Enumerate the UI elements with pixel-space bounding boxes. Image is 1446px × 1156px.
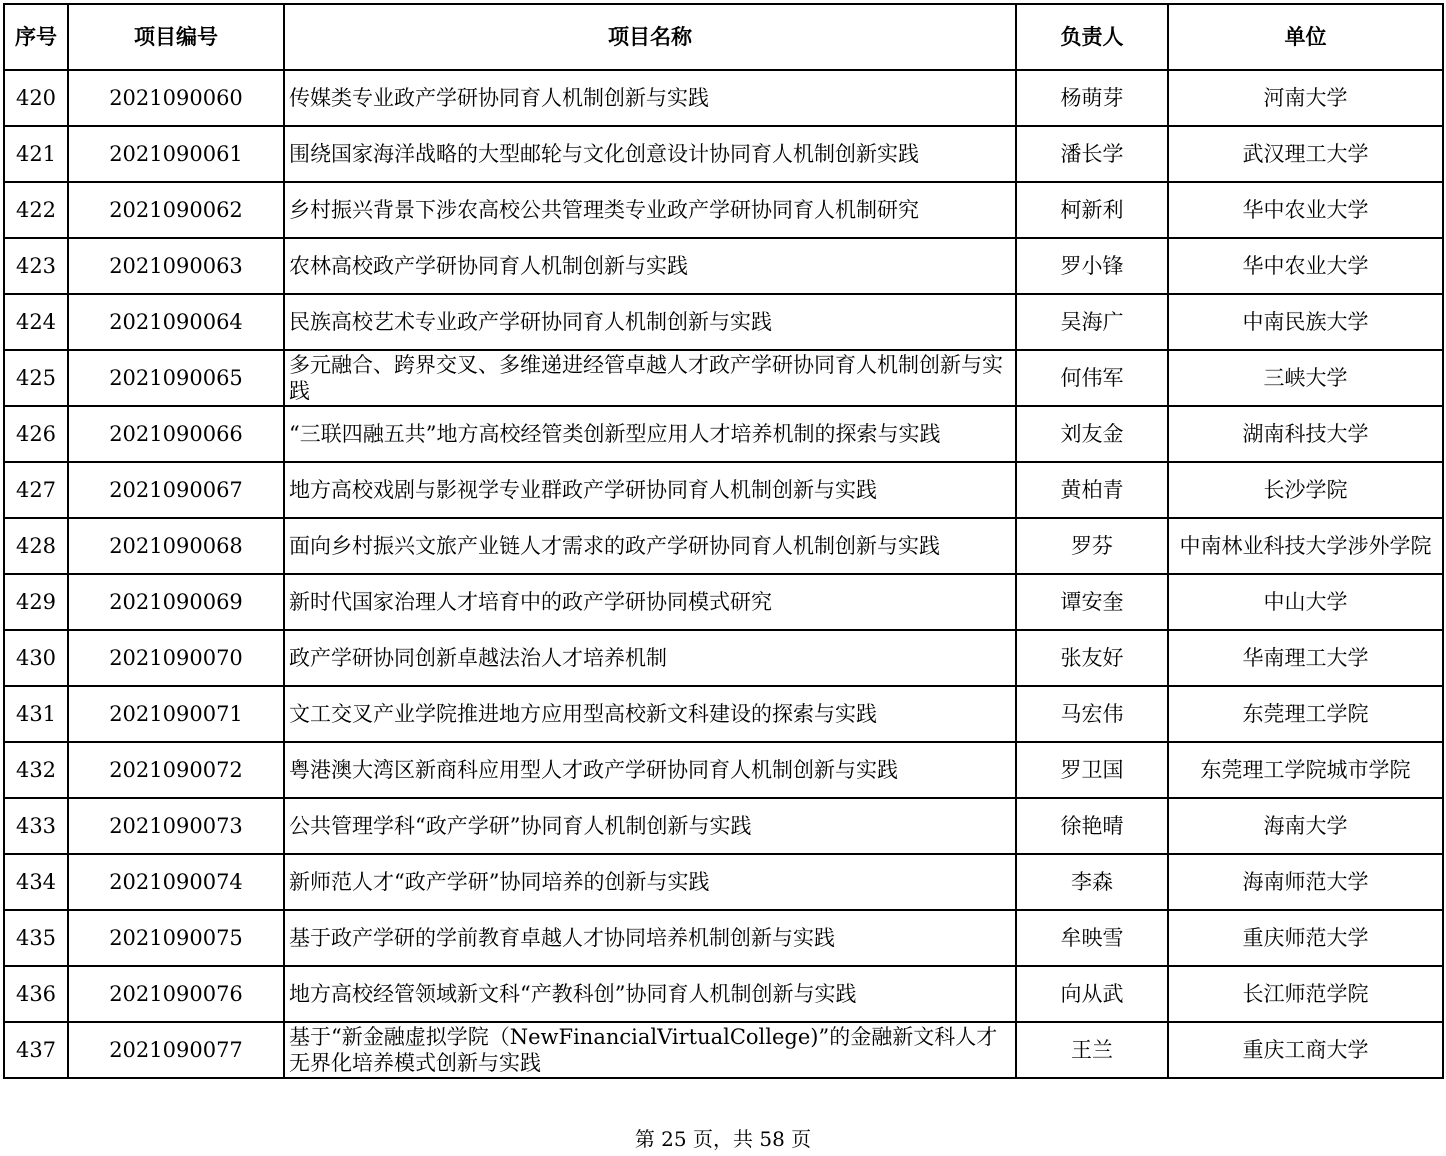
row-institution: 华中农业大学: [1168, 182, 1443, 238]
row-project-name: 公共管理学科“政产学研”协同育人机制创新与实践: [284, 798, 1016, 854]
row-leader: 张友好: [1016, 630, 1168, 686]
row-leader: 杨萌芽: [1016, 70, 1168, 126]
table-row: [4, 238, 1443, 294]
row-project-name: 多元融合、跨界交叉、多维递进经管卓越人才政产学研协同育人机制创新与实践: [284, 350, 1016, 406]
row-leader: 谭安奎: [1016, 574, 1168, 630]
row-institution: 重庆师范大学: [1168, 910, 1443, 966]
header-seq: 序号: [4, 4, 68, 70]
row-institution: 海南大学: [1168, 798, 1443, 854]
row-project-name: 围绕国家海洋战略的大型邮轮与文化创意设计协同育人机制创新实践: [284, 126, 1016, 182]
row-seq: 436: [4, 966, 68, 1022]
table-row: [4, 182, 1443, 238]
row-project-code: 2021090072: [68, 742, 284, 798]
row-leader: 徐艳晴: [1016, 798, 1168, 854]
row-project-code: 2021090076: [68, 966, 284, 1022]
row-project-code: 2021090065: [68, 350, 284, 406]
header-row: [4, 4, 1443, 70]
row-institution: 中山大学: [1168, 574, 1443, 630]
row-seq: 423: [4, 238, 68, 294]
row-leader: 牟映雪: [1016, 910, 1168, 966]
row-project-code: 2021090074: [68, 854, 284, 910]
row-seq: 427: [4, 462, 68, 518]
row-seq: 429: [4, 574, 68, 630]
row-seq: 421: [4, 126, 68, 182]
table-row: [4, 350, 1443, 406]
row-project-code: 2021090064: [68, 294, 284, 350]
row-project-name: 基于“新金融虚拟学院（NewFinancialVirtualCollege)”的金融新文科人才无界化培养模式创新与实践: [284, 1022, 1016, 1078]
row-institution: 东莞理工学院城市学院: [1168, 742, 1443, 798]
row-institution: 东莞理工学院: [1168, 686, 1443, 742]
row-leader: 何伟军: [1016, 350, 1168, 406]
row-project-code: 2021090063: [68, 238, 284, 294]
row-leader: 柯新利: [1016, 182, 1168, 238]
row-seq: 425: [4, 350, 68, 406]
row-leader: 吴海广: [1016, 294, 1168, 350]
row-project-name: 民族高校艺术专业政产学研协同育人机制创新与实践: [284, 294, 1016, 350]
row-project-name: 政产学研协同创新卓越法治人才培养机制: [284, 630, 1016, 686]
row-seq: 424: [4, 294, 68, 350]
table-row: [4, 854, 1443, 910]
table-row: [4, 574, 1443, 630]
row-project-code: 2021090070: [68, 630, 284, 686]
row-institution: 中南林业科技大学涉外学院: [1168, 518, 1443, 574]
row-project-name: 面向乡村振兴文旅产业链人才需求的政产学研协同育人机制创新与实践: [284, 518, 1016, 574]
row-leader: 马宏伟: [1016, 686, 1168, 742]
row-seq: 432: [4, 742, 68, 798]
header-leader: 负责人: [1016, 4, 1168, 70]
row-project-name: 基于政产学研的学前教育卓越人才协同培养机制创新与实践: [284, 910, 1016, 966]
header-project-name: 项目名称: [284, 4, 1016, 70]
row-leader: 潘长学: [1016, 126, 1168, 182]
table-row: [4, 798, 1443, 854]
page-footer: 第 25 页，共 58 页: [634, 1127, 812, 1151]
table-row: [4, 462, 1443, 518]
row-seq: 426: [4, 406, 68, 462]
row-institution: 湖南科技大学: [1168, 406, 1443, 462]
row-seq: 431: [4, 686, 68, 742]
row-project-name: 新时代国家治理人才培育中的政产学研协同模式研究: [284, 574, 1016, 630]
header-project-code: 项目编号: [68, 4, 284, 70]
row-leader: 罗卫国: [1016, 742, 1168, 798]
row-project-code: 2021090067: [68, 462, 284, 518]
table-row: [4, 126, 1443, 182]
row-leader: 李森: [1016, 854, 1168, 910]
row-seq: 430: [4, 630, 68, 686]
table-row: [4, 294, 1443, 350]
row-project-name: 乡村振兴背景下涉农高校公共管理类专业政产学研协同育人机制研究: [284, 182, 1016, 238]
row-seq: 428: [4, 518, 68, 574]
row-institution: 长沙学院: [1168, 462, 1443, 518]
table-row: [4, 910, 1443, 966]
table-row: [4, 966, 1443, 1022]
row-project-code: 2021090066: [68, 406, 284, 462]
row-seq: 433: [4, 798, 68, 854]
row-project-name: “三联四融五共”地方高校经管类创新型应用人才培养机制的探索与实践: [284, 406, 1016, 462]
row-institution: 重庆工商大学: [1168, 1022, 1443, 1078]
row-project-name: 新师范人才“政产学研”协同培养的创新与实践: [284, 854, 1016, 910]
row-institution: 华中农业大学: [1168, 238, 1443, 294]
row-institution: 河南大学: [1168, 70, 1443, 126]
table-row: [4, 630, 1443, 686]
row-leader: 王兰: [1016, 1022, 1168, 1078]
header-institution: 单位: [1168, 4, 1443, 70]
row-project-code: 2021090073: [68, 798, 284, 854]
row-seq: 435: [4, 910, 68, 966]
row-seq: 420: [4, 70, 68, 126]
table-row: [4, 406, 1443, 462]
table-row: [4, 1022, 1443, 1078]
row-institution: 海南师范大学: [1168, 854, 1443, 910]
row-leader: 向从武: [1016, 966, 1168, 1022]
row-project-code: 2021090060: [68, 70, 284, 126]
row-project-code: 2021090061: [68, 126, 284, 182]
row-institution: 武汉理工大学: [1168, 126, 1443, 182]
row-project-name: 文工交叉产业学院推进地方应用型高校新文科建设的探索与实践: [284, 686, 1016, 742]
row-leader: 黄柏青: [1016, 462, 1168, 518]
row-leader: 罗小锋: [1016, 238, 1168, 294]
table-row: [4, 518, 1443, 574]
row-project-name: 地方高校经管领域新文科“产教科创”协同育人机制创新与实践: [284, 966, 1016, 1022]
row-institution: 长江师范学院: [1168, 966, 1443, 1022]
table-row: [4, 742, 1443, 798]
row-project-code: 2021090077: [68, 1022, 284, 1078]
row-seq: 434: [4, 854, 68, 910]
row-seq: 437: [4, 1022, 68, 1078]
row-project-name: 粤港澳大湾区新商科应用型人才政产学研协同育人机制创新与实践: [284, 742, 1016, 798]
row-project-code: 2021090075: [68, 910, 284, 966]
row-leader: 罗芬: [1016, 518, 1168, 574]
row-project-name: 地方高校戏剧与影视学专业群政产学研协同育人机制创新与实践: [284, 462, 1016, 518]
table-body: [4, 70, 1443, 1078]
row-project-code: 2021090062: [68, 182, 284, 238]
table-row: [4, 70, 1443, 126]
row-project-name: 传媒类专业政产学研协同育人机制创新与实践: [284, 70, 1016, 126]
row-seq: 422: [4, 182, 68, 238]
row-institution: 华南理工大学: [1168, 630, 1443, 686]
row-project-code: 2021090069: [68, 574, 284, 630]
project-table: [3, 3, 1444, 1079]
row-leader: 刘友金: [1016, 406, 1168, 462]
row-project-code: 2021090071: [68, 686, 284, 742]
row-project-name: 农林高校政产学研协同育人机制创新与实践: [284, 238, 1016, 294]
row-project-code: 2021090068: [68, 518, 284, 574]
row-institution: 三峡大学: [1168, 350, 1443, 406]
table-row: [4, 686, 1443, 742]
row-institution: 中南民族大学: [1168, 294, 1443, 350]
